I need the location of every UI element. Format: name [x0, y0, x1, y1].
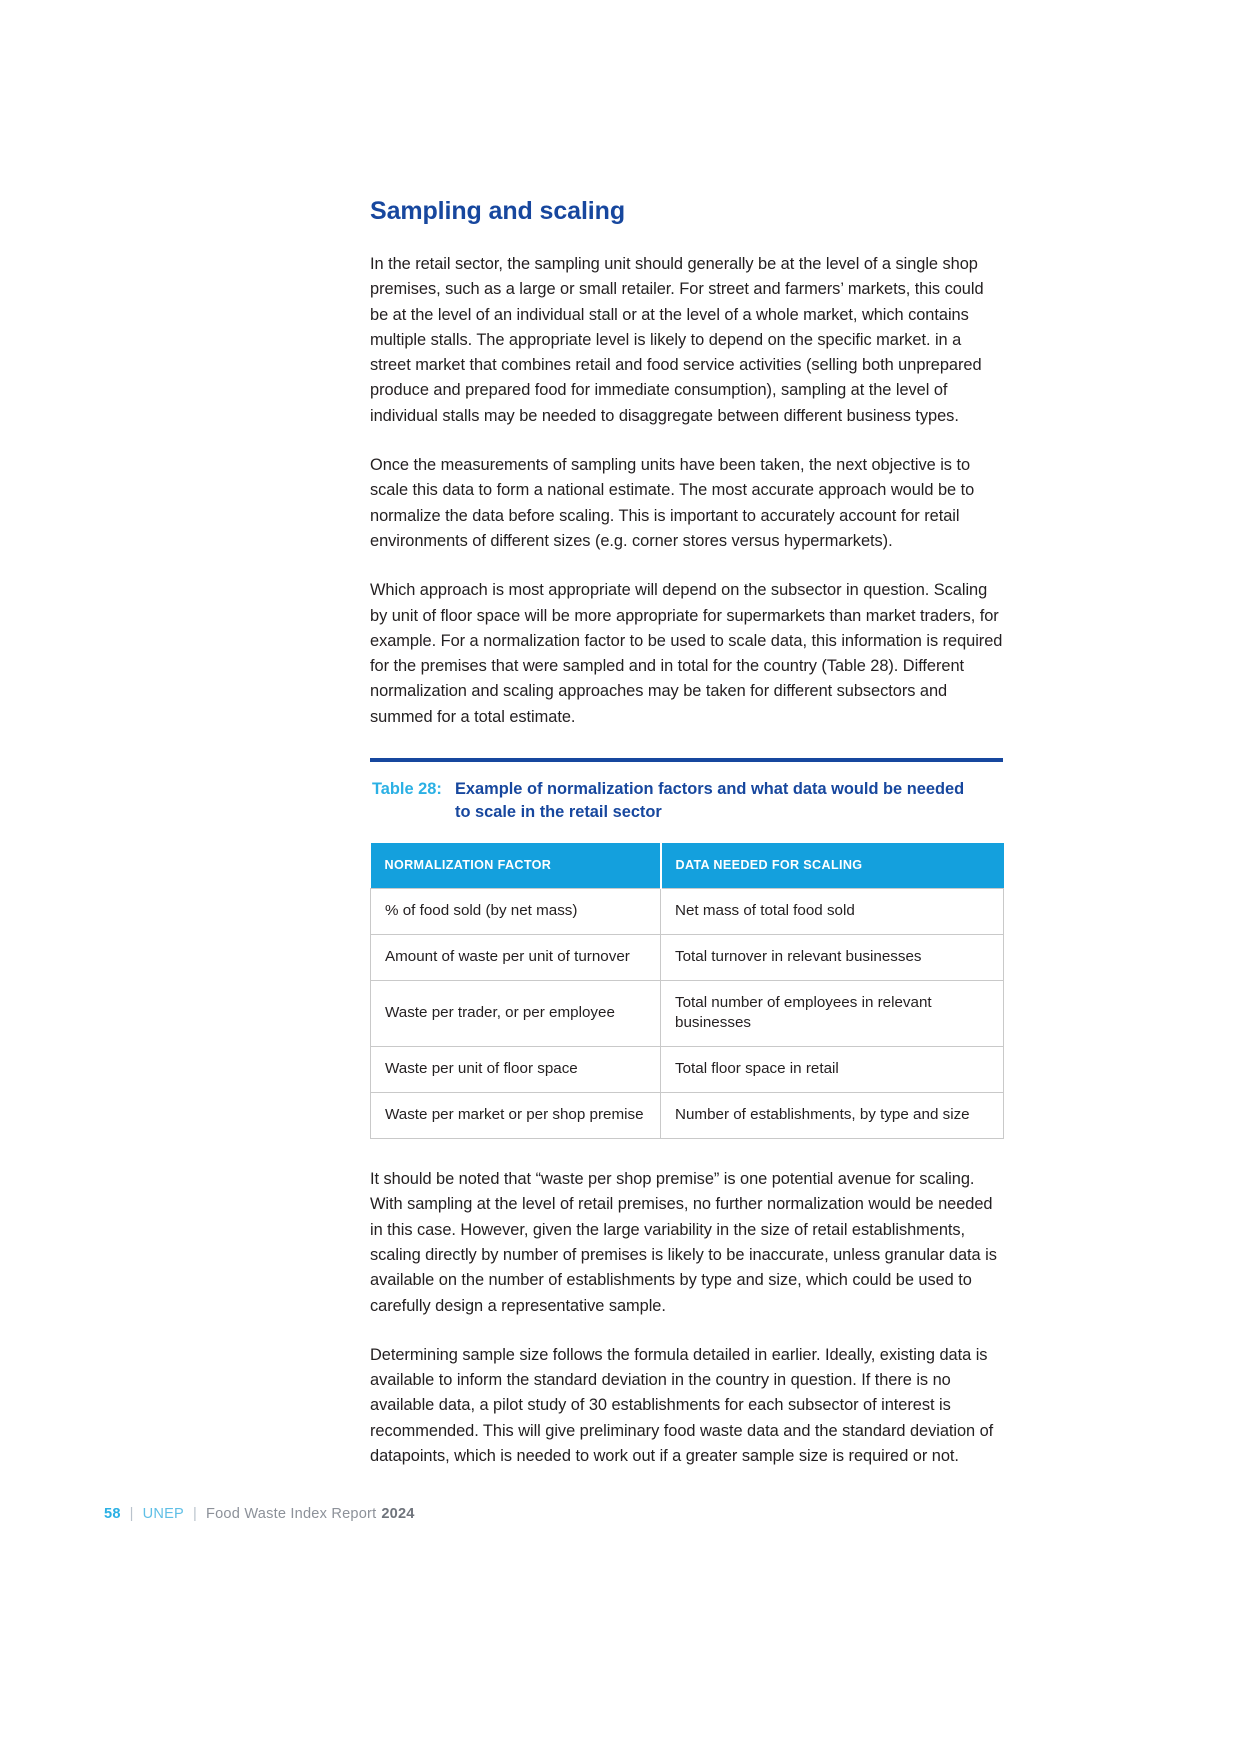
page-title: Sampling and scaling	[370, 197, 625, 225]
cell-normalization-factor: Waste per market or per shop premise	[371, 1093, 661, 1139]
body-paragraph-3: Which approach is most appropriate will depend on the subsector in question. Scaling by unit of floor space will be more appropriate for supermarkets than market traders, for example. For a normalization factor to be used to scale data, this information is required for the premises that were sampled and in total for the country (Table 28). Different normalization and scaling approaches may be taken for different subsectors and summed for a total estimate.	[370, 581, 1003, 726]
cell-normalization-factor: Waste per trader, or per employee	[371, 981, 661, 1047]
page-content	[370, 196, 1003, 1493]
cell-normalization-factor: Amount of waste per unit of turnover	[371, 935, 661, 981]
table-row	[371, 1047, 1004, 1093]
table-caption	[370, 778, 1003, 824]
body-paragraph-5: Determining sample size follows the formula detailed in earlier. Ideally, existing data is available to inform the standard deviation in the country in question. If there is no available data, a pilot study of 30 establishments for each subsector of interest is recommended. This will give preliminary food waste data and the standard deviation of datapoints, which is needed to work out if a greater sample size is required or not.	[370, 1345, 994, 1466]
table-28-block	[370, 758, 1003, 1139]
footer-report-title: Food Waste Index Report	[206, 1506, 377, 1522]
body-paragraph-4: It should be noted that “waste per shop premise” is one potential avenue for scaling. With sampling at the level of retail premises, no further normalization would be needed in this case. However, given the large variability in the size of retail establishments, scaling directly by number of premises is likely to be inaccurate, unless granular data is available on the number of establishments by type and size, which could be used to carefully design a representative sample.	[370, 1170, 997, 1315]
table-caption-label: Table 28:	[372, 780, 442, 799]
cell-data-needed: Total floor space in retail	[661, 1047, 1004, 1093]
body-paragraph-2: Once the measurements of sampling units have been taken, the next objective is to scale this data to form a national estimate. The most accurate approach would be to normalize the data before scaling. This is important to accurately account for retail environments of different sizes (e.g. corner stores versus hypermarkets).	[370, 456, 975, 550]
cell-data-needed: Number of establishments, by type and size	[661, 1093, 1004, 1139]
footer-organization: UNEP	[142, 1506, 184, 1522]
normalization-factors-table	[370, 843, 1004, 1139]
column-header-normalization-factor: NORMALIZATION FACTOR	[371, 843, 661, 889]
table-row	[371, 1093, 1004, 1139]
cell-data-needed: Total number of employees in relevant businesses	[661, 981, 1004, 1047]
table-header-row	[371, 843, 1004, 889]
body-paragraph-1: In the retail sector, the sampling unit should generally be at the level of a single shop premises, such as a large or small retailer. For street and farmers’ markets, this could be at the level of an individual stall or at the level of a whole market, which contains multiple stalls. The appropriate level is likely to depend on the specific market. in a street market that combines retail and food service activities (selling both unprepared produce and prepared food for immediate consumption), sampling at the level of individual stalls may be needed to disaggregate between different business types.	[370, 255, 984, 425]
footer-year: 2024	[381, 1506, 415, 1522]
footer-page-number: 58	[104, 1506, 121, 1522]
table-caption-text: Example of normalization factors and what data would be needed to scale in the retail sector	[455, 780, 965, 822]
cell-data-needed: Total turnover in relevant businesses	[661, 935, 1004, 981]
cell-normalization-factor: % of food sold (by net mass)	[371, 889, 661, 935]
table-row	[371, 935, 1004, 981]
table-body	[371, 889, 1004, 1139]
page-footer	[104, 1506, 415, 1522]
footer-separator-1: |	[129, 1506, 134, 1522]
footer-separator-2: |	[193, 1506, 197, 1522]
table-row	[371, 889, 1004, 935]
cell-normalization-factor: Waste per unit of floor space	[371, 1047, 661, 1093]
table-top-rule	[370, 758, 1003, 762]
table-row	[371, 981, 1004, 1047]
table-head	[371, 843, 1004, 889]
column-header-data-needed: DATA NEEDED FOR SCALING	[661, 843, 1004, 889]
cell-data-needed: Net mass of total food sold	[661, 889, 1004, 935]
